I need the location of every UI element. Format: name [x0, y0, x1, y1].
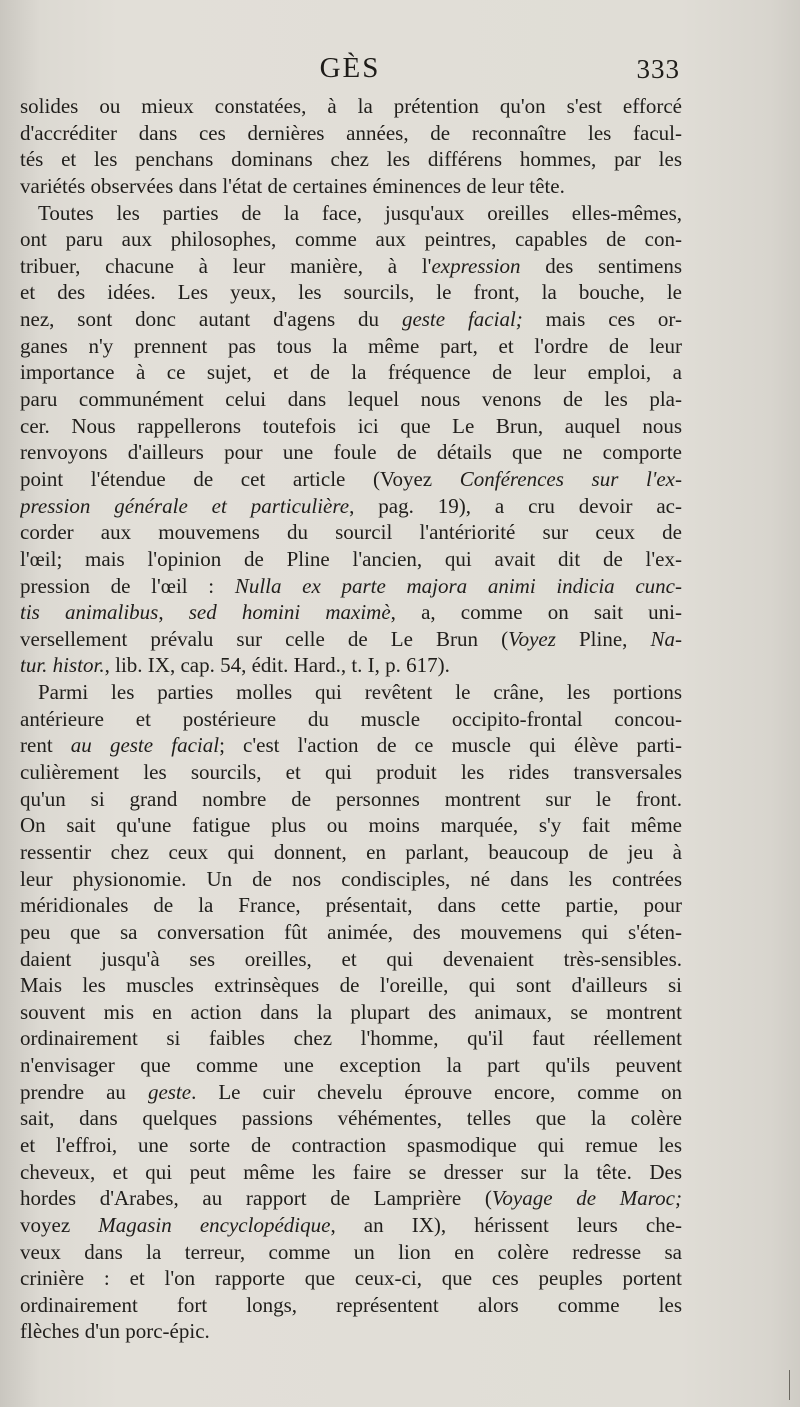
text-line [20, 200, 682, 227]
text-run: prendre au [20, 1079, 148, 1104]
text-run: méridionales de la France, présentait, dans cette partie, pour [20, 893, 682, 918]
running-head [20, 52, 680, 88]
italic-text: expression [431, 253, 521, 278]
text-run: veux dans la terreur, comme un lion en colère redresse sa [20, 1239, 682, 1264]
italic-text: Voyage de Maroc; [491, 1186, 682, 1211]
text-line [20, 786, 682, 813]
text-run: n'envisager que comme une exception la part qu'ils peuvent [20, 1053, 682, 1078]
italic-text: Conférences sur l'ex- [459, 466, 682, 491]
text-line [20, 546, 682, 573]
text-line [20, 1079, 682, 1106]
page-edge-mark [789, 1370, 790, 1400]
text-run: , an IX), hérissent leurs che- [330, 1212, 682, 1237]
text-line [20, 679, 682, 706]
text-line [20, 732, 682, 759]
text-line [20, 120, 682, 147]
text-run: ordinairement fort longs, représentent alors comme les [20, 1292, 682, 1317]
text-line [20, 413, 682, 440]
text-run: mais ces or- [522, 307, 682, 332]
text-run: On sait qu'une fatigue plus ou moins marquée, s'y fait même [20, 813, 682, 838]
text-line [20, 1105, 682, 1132]
text-line [20, 253, 682, 280]
text-run: Mais les muscles extrinsèques de l'oreille, qui sont d'ailleurs si [20, 973, 682, 998]
text-run: flèches d'un porc-épic. [20, 1319, 210, 1344]
italic-text: tis animalibus [20, 600, 159, 625]
text-line [20, 466, 682, 493]
text-run: paru communément celui dans lequel nous venons de les pla- [20, 387, 682, 412]
text-run: ganes n'y prennent pas tous la même part, et l'ordre de leur [20, 333, 682, 358]
italic-text: Nulla ex parte majora animi indicia cunc- [234, 573, 682, 598]
text-run: , pag. 19), a cru devoir ac- [349, 493, 682, 518]
text-run: hordes d'Arabes, au rapport de Lamprière ( [20, 1186, 492, 1211]
text-line [20, 626, 682, 653]
text-line [20, 1292, 682, 1319]
text-line [20, 1025, 682, 1052]
text-run: des sentimens [520, 253, 682, 278]
text-run: renvoyons d'ailleurs pour une foule de détails que ne comporte [20, 440, 682, 465]
text-run: ont paru aux philosophes, comme aux peintres, capables de con- [20, 227, 682, 252]
text-line [20, 306, 682, 333]
text-run: daient jusqu'à ses oreilles, et qui devenaient très-sensibles. [20, 946, 682, 971]
text-line [20, 1052, 682, 1079]
text-run: leur physionomie. Un de nos condisciples, né dans les contrées [20, 866, 682, 891]
text-run: ; c'est l'action de ce muscle qui élève parti- [219, 733, 682, 758]
page-number: 333 [636, 54, 680, 84]
text-run: , [158, 600, 189, 625]
text-run: ressentir chez ceux qui donnent, en parlant, beaucoup de jeu à [20, 839, 682, 864]
text-run: , lib. IX, cap. 54, édit. Hard., t. I, p. 617). [104, 653, 450, 678]
text-run: . Le cuir chevelu éprouve encore, comme on [191, 1079, 682, 1104]
text-run: Toutes les parties de la face, jusqu'aux oreilles elles-mêmes, [38, 200, 682, 225]
text-line [20, 146, 682, 173]
text-line [20, 1265, 682, 1292]
text-line [20, 1132, 682, 1159]
body-text [20, 93, 682, 1345]
text-line [20, 359, 682, 386]
italic-text: Na- [650, 626, 682, 651]
text-run: corder aux mouvemens du sourcil l'antériorité sur ceux de [20, 520, 682, 545]
text-run: souvent mis en action dans la plupart des animaux, se montrent [20, 999, 682, 1024]
italic-text: pression générale et particulière [20, 493, 350, 518]
text-line [20, 652, 682, 679]
text-line [20, 946, 682, 973]
text-run: voyez [20, 1212, 99, 1237]
text-line [20, 226, 682, 253]
text-run: tés et les penchans dominans chez les différens hommes, par les [20, 147, 682, 172]
italic-text: geste facial; [401, 307, 523, 332]
text-line [20, 599, 682, 626]
text-line [20, 1159, 682, 1186]
running-title: GÈS [319, 52, 381, 84]
text-run: cheveux, et qui peut même les faire se dresser sur la tête. Des [20, 1159, 682, 1184]
text-run: variétés observées dans l'état de certaines éminences de leur tête. [20, 173, 565, 198]
text-run: sait, dans quelques passions véhémentes, telles que la colère [20, 1106, 682, 1131]
italic-text: tur. histor. [20, 653, 105, 678]
text-line [20, 1185, 682, 1212]
text-run: Pline, [555, 626, 651, 651]
text-line [20, 519, 682, 546]
text-line [20, 1212, 682, 1239]
italic-text: Voyez [508, 626, 556, 651]
text-line [20, 706, 682, 733]
text-line [20, 812, 682, 839]
text-line [20, 439, 682, 466]
text-line [20, 999, 682, 1026]
text-run: culièrement les sourcils, et qui produit les rides transversales [20, 760, 682, 785]
text-run: point l'étendue de cet article (Voyez [20, 466, 460, 491]
text-run: crinière : et l'on rapporte que ceux-ci, que ces peuples portent [20, 1266, 682, 1291]
text-line [20, 1318, 682, 1345]
italic-text: sed homini maximè [188, 600, 391, 625]
text-line [20, 919, 682, 946]
text-run: peu que sa conversation fût animée, des mouvemens qui s'éten- [20, 919, 682, 944]
text-line [20, 892, 682, 919]
text-run: versellement prévalu sur celle de Le Brun ( [20, 626, 509, 651]
text-run: , a, comme on sait uni- [390, 600, 682, 625]
italic-text: Magasin encyclopédique [98, 1212, 331, 1237]
text-run: et des idées. Les yeux, les sourcils, le front, la bouche, le [20, 280, 682, 305]
text-run: solides ou mieux constatées, à la prétention qu'on s'est efforcé [20, 94, 682, 118]
text-run: cer. Nous rappellerons toutefois ici que Le Brun, auquel nous [20, 413, 682, 438]
text-line [20, 333, 682, 360]
text-run: qu'un si grand nombre de personnes montrent sur le front. [20, 786, 682, 811]
text-line [20, 279, 682, 306]
text-run: l'œil; mais l'opinion de Pline l'ancien, qui avait dit de l'ex- [20, 546, 682, 571]
text-line [20, 972, 682, 999]
text-run: tribuer, chacune à leur manière, à l' [20, 253, 432, 278]
text-line [20, 93, 682, 120]
text-run: Parmi les parties molles qui revêtent le crâne, les portions [38, 680, 682, 705]
text-run: rent [20, 733, 71, 758]
text-run: importance à ce sujet, et de la fréquence de leur emploi, a [20, 360, 682, 385]
italic-text: au geste facial [70, 733, 220, 758]
text-run: nez, sont donc autant d'agens du [20, 307, 402, 332]
text-run: antérieure et postérieure du muscle occipito-frontal concou- [20, 706, 682, 731]
text-run: ordinairement si faibles chez l'homme, qu'il faut réellement [20, 1026, 682, 1051]
italic-text: geste [147, 1079, 192, 1104]
text-run: d'accréditer dans ces dernières années, de reconnaître les facul- [20, 120, 682, 145]
text-line [20, 386, 682, 413]
text-run: pression de l'œil : [20, 573, 235, 598]
text-line [20, 759, 682, 786]
text-line [20, 493, 682, 520]
text-line [20, 173, 682, 200]
text-line [20, 573, 682, 600]
text-line [20, 839, 682, 866]
text-line [20, 866, 682, 893]
text-run: et l'effroi, une sorte de contraction spasmodique qui remue les [20, 1132, 682, 1157]
text-line [20, 1239, 682, 1266]
